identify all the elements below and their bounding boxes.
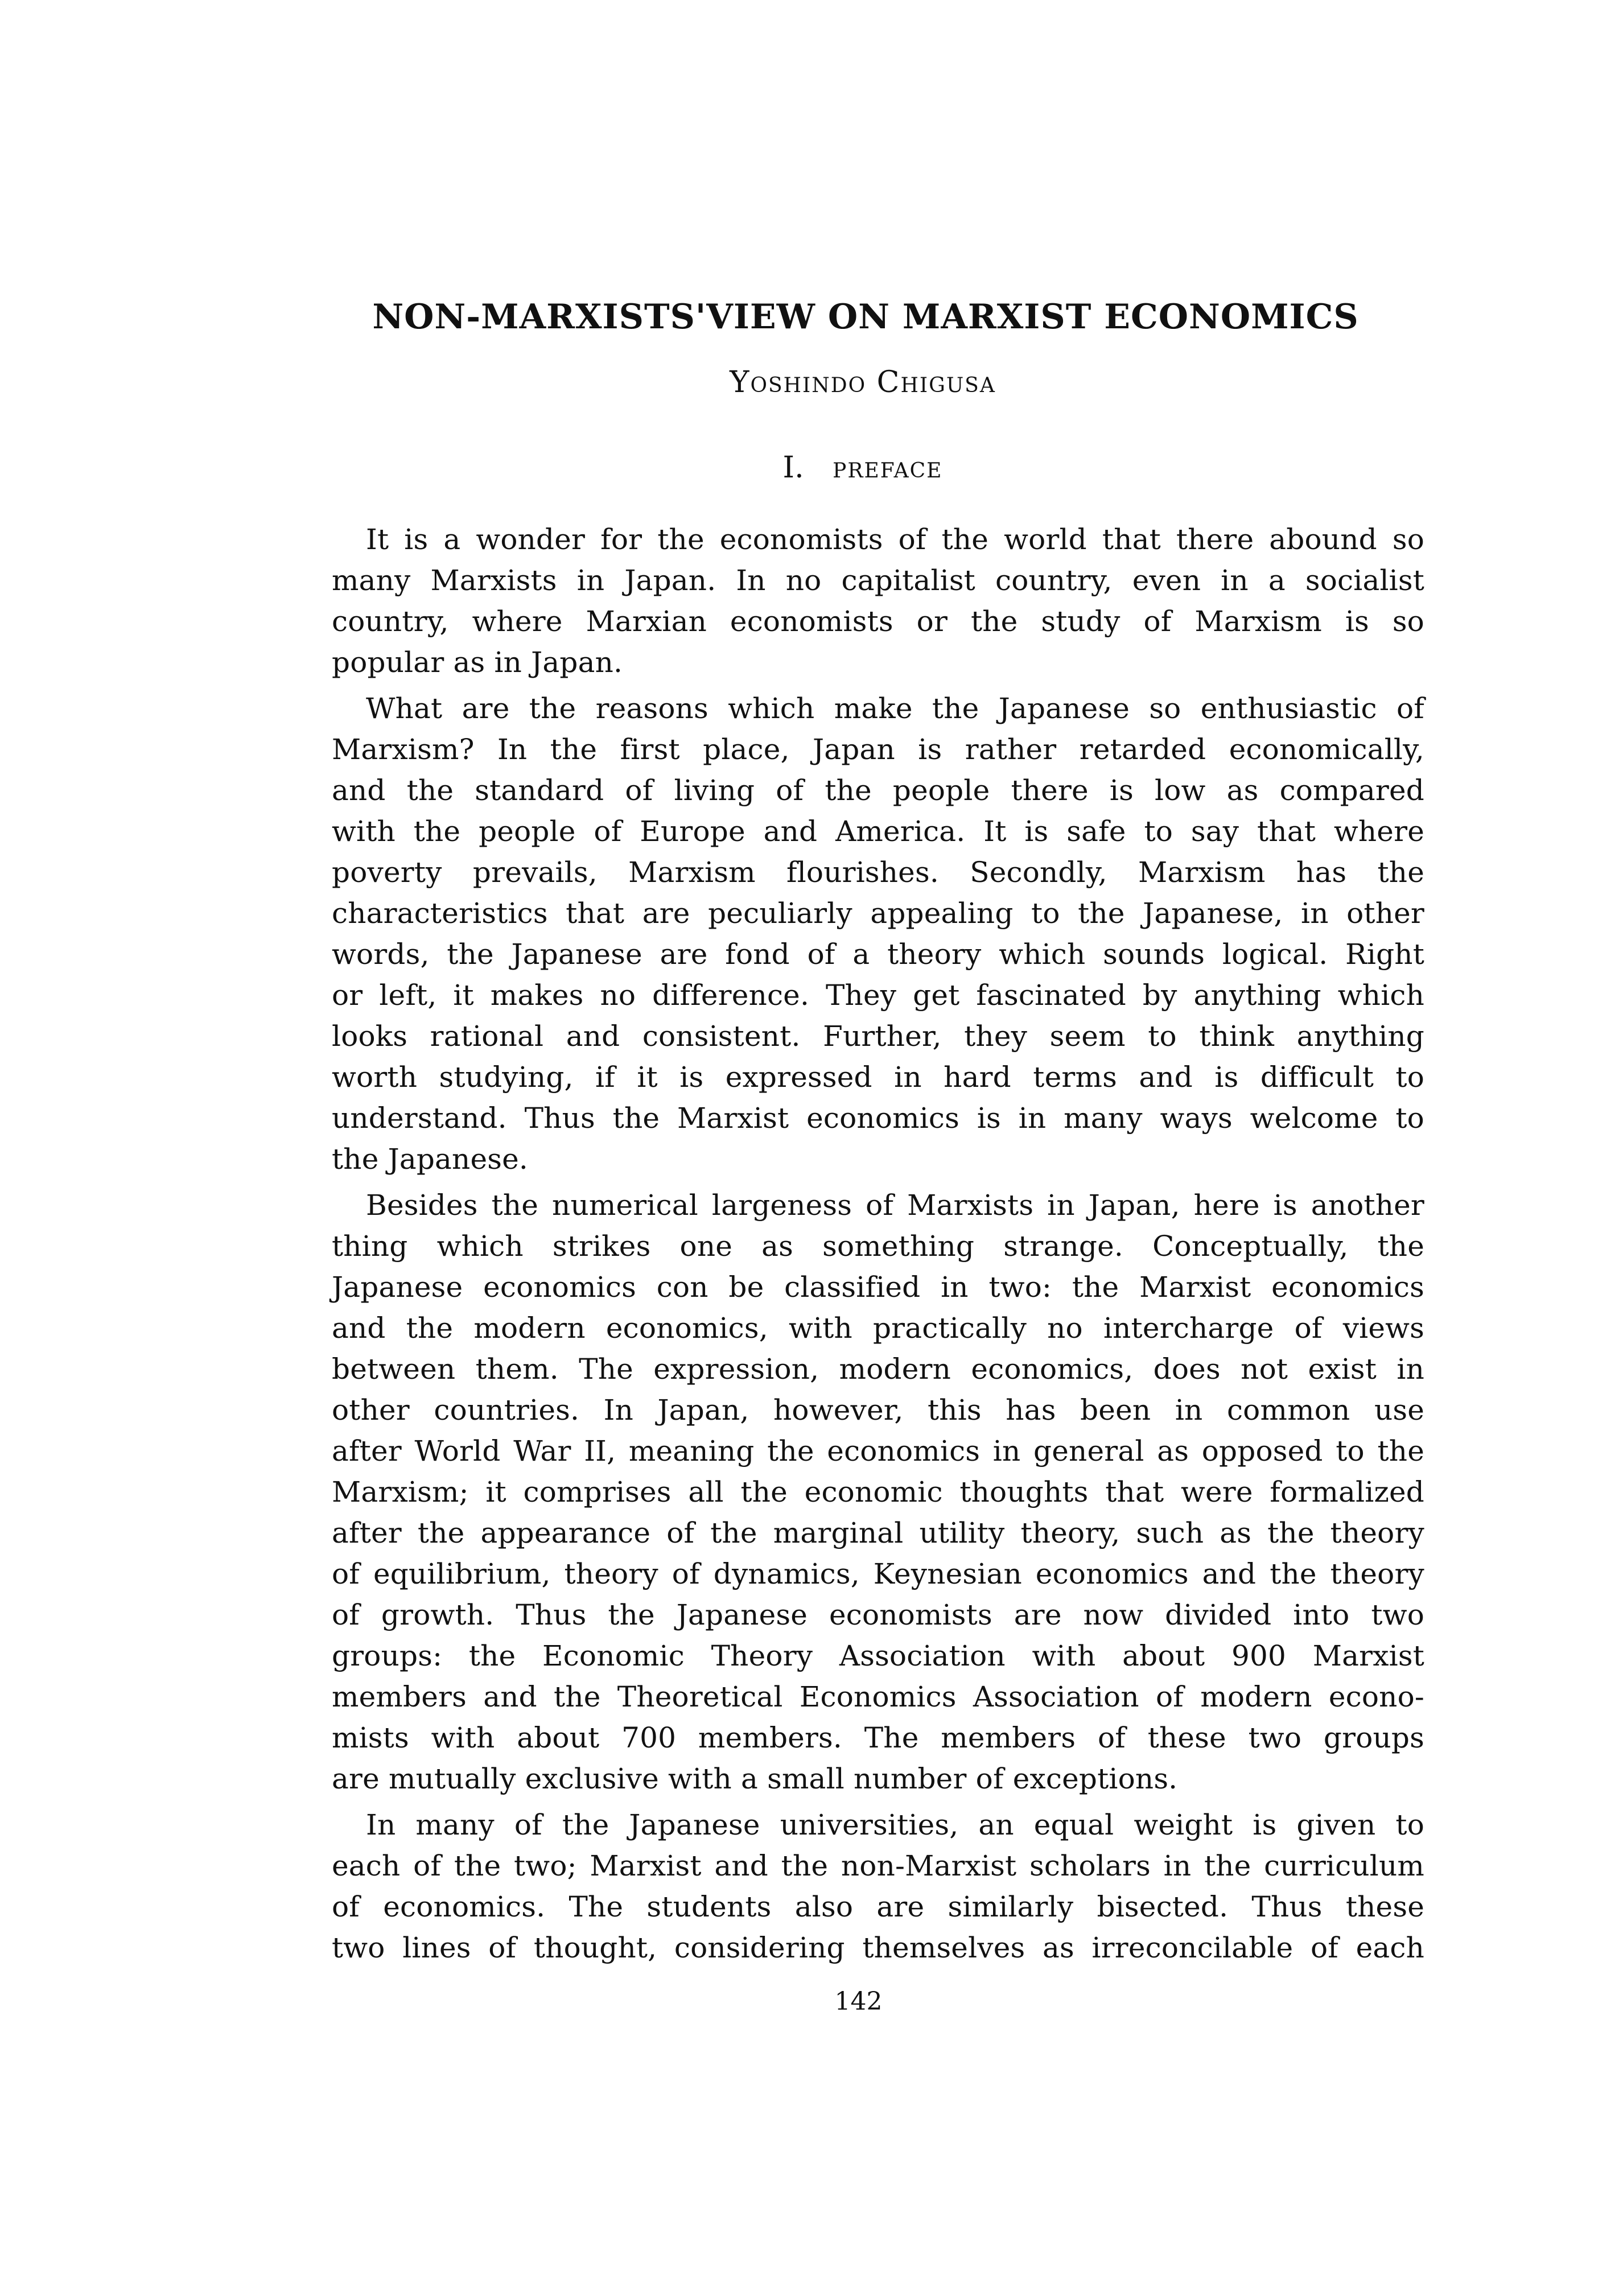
section-label: preface [833,451,943,485]
text-line: looks rational and consistent. Further, they seem to think anything [332,1020,1424,1053]
text-line: of economics. The students also are similarly bisected. Thus these [332,1890,1424,1923]
text-line: are mutually exclusive with a small number of exceptions. [332,1762,1178,1795]
text-line: understand. Thus the Marxist economics is in many ways welcome to [332,1102,1424,1135]
text-line: the Japanese. [332,1143,528,1176]
text-line: Japanese economics con be classified in two: the Marxist economics [332,1271,1424,1304]
text-line: country, where Marxian economists or the study of Marxism is so [332,605,1424,638]
text-line: and the standard of living of the people there is low as compared [332,774,1424,807]
text-line: members and the Theoretical Economics Association of modern econo- [332,1680,1424,1713]
article-body [332,519,1424,1973]
paragraph-4 [332,1804,1424,1968]
text-line: two lines of thought, considering themselves as irreconcilable of each [332,1931,1424,1964]
article-title: NON-MARXISTS'VIEW ON MARXIST ECONOMICS [372,297,1359,337]
text-line: and the modern economics, with practically no intercharge of views [332,1312,1424,1345]
text-line: many Marxists in Japan. In no capitalist country, even in a socialist [332,564,1424,597]
text-line: thing which strikes one as something strange. Conceptually, the [332,1230,1424,1263]
text-line: other countries. In Japan, however, this has been in common use [332,1394,1424,1427]
article-author: Yoshindo Chigusa [730,365,996,399]
text-line: after the appearance of the marginal utility theory, such as the theory [332,1516,1424,1549]
text-line: Marxism? In the first place, Japan is rather retarded economically, [332,733,1424,766]
text-line: characteristics that are peculiarly appealing to the Japanese, in other [332,897,1424,930]
text-line: after World War II, meaning the economics in general as opposed to the [332,1435,1424,1468]
text-line: words, the Japanese are fond of a theory which sounds logical. Right [332,938,1424,971]
text-line: mists with about 700 members. The members of these two groups [332,1721,1424,1754]
section-number: I. [782,451,804,485]
text-line: poverty prevails, Marxism flourishes. Secondly, Marxism has the [332,856,1424,889]
text-line: It is a wonder for the economists of the world that there abound so [366,523,1424,556]
text-line: popular as in Japan. [332,646,623,679]
text-line: between them. The expression, modern economics, does not exist in [332,1353,1424,1386]
text-line: of equilibrium, theory of dynamics, Keynesian economics and the theory [332,1557,1424,1590]
section-heading [0,450,1623,486]
text-line: Besides the numerical largeness of Marxists in Japan, here is another [366,1189,1424,1222]
text-line: In many of the Japanese universities, an equal weight is given to [366,1808,1424,1841]
text-line: groups: the Economic Theory Association with about 900 Marxist [332,1639,1424,1672]
text-line: or left, it makes no difference. They get fascinated by anything which [332,979,1424,1012]
text-line: with the people of Europe and America. It is safe to say that where [332,815,1424,848]
text-line: each of the two; Marxist and the non-Marxist scholars in the curriculum [332,1849,1424,1882]
paragraph-1 [332,519,1424,683]
page-number: 142 [834,1987,883,2016]
paragraph-3 [332,1185,1424,1799]
text-line: What are the reasons which make the Japanese so enthusiastic of [366,692,1424,725]
text-line: Marxism; it comprises all the economic thoughts that were formalized [332,1475,1424,1508]
text-line: worth studying, if it is expressed in hard terms and is difficult to [332,1061,1424,1094]
paragraph-2 [332,688,1424,1180]
text-line: of growth. Thus the Japanese economists are now divided into two [332,1598,1424,1631]
